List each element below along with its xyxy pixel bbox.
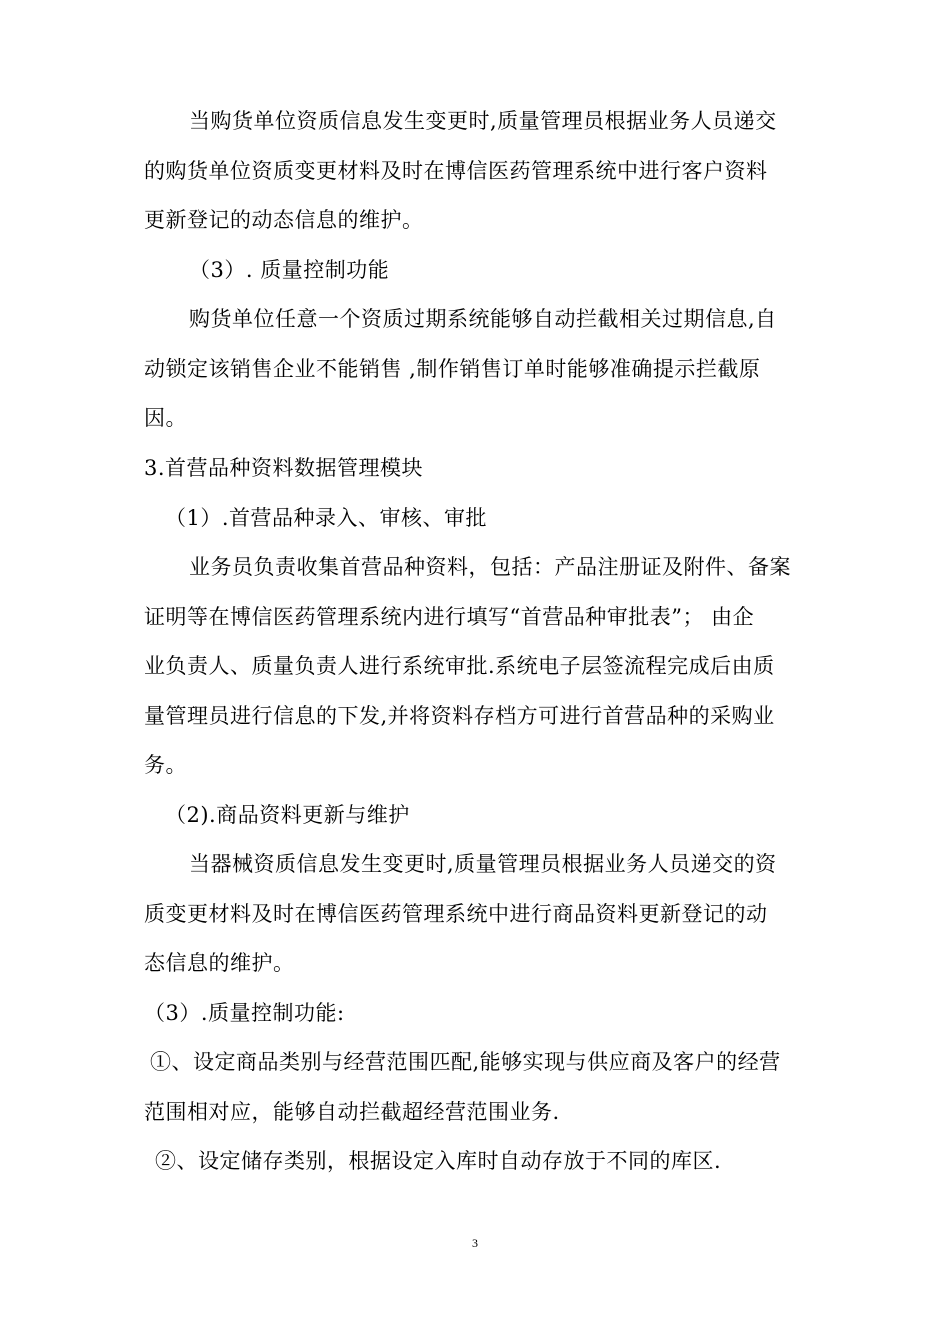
paragraph-line: 当购货单位资质信息发生变更时,质量管理员根据业务人员递交 <box>189 109 777 133</box>
paragraph-line: 当器械资质信息发生变更时,质量管理员根据业务人员递交的资 <box>189 852 777 876</box>
list-item-line: ②、设定储存类别，根据设定入库时自动存放于不同的库区. <box>155 1149 722 1173</box>
subsection-heading: （3）.质量控制功能: <box>144 1001 345 1025</box>
paragraph-line: 业务员负责收集首营品种资料，包括：产品注册证及附件、备案 <box>189 555 791 579</box>
paragraph-line: 态信息的维护。 <box>144 951 295 975</box>
paragraph-line: 的购货单位资质变更材料及时在博信医药管理系统中进行客户资料 <box>144 159 768 183</box>
paragraph-line: 质变更材料及时在博信医药管理系统中进行商品资料更新登记的动 <box>144 902 768 926</box>
paragraph-line: 因。 <box>144 406 187 430</box>
subsection-heading: （3）. 质量控制功能 <box>189 258 390 282</box>
page-number: 3 <box>472 1236 478 1250</box>
paragraph-line: 业负责人、质量负责人进行系统审批.系统电子层签流程完成后由质 <box>144 654 775 678</box>
paragraph-line: 务。 <box>144 753 187 777</box>
list-item-line: ①、设定商品类别与经营范围匹配,能够实现与供应商及客户的经营 <box>150 1050 781 1074</box>
subsection-heading: （1）.首营品种录入、审核、审批 <box>165 506 488 530</box>
subsection-heading: （2).商品资料更新与维护 <box>165 803 410 827</box>
paragraph-line: 证明等在博信医药管理系统内进行填写“首营品种审批表”； 由企 <box>144 605 755 629</box>
section-heading: 3.首营品种资料数据管理模块 <box>144 456 424 480</box>
paragraph-line: 动锁定该销售企业不能销售 ,制作销售订单时能够准确提示拦截原 <box>144 357 761 381</box>
paragraph-line: 更新登记的动态信息的维护。 <box>144 208 424 232</box>
paragraph-line: 量管理员进行信息的下发,并将资料存档方可进行首营品种的采购业 <box>144 704 775 728</box>
list-item-line: 范围相对应，能够自动拦截超经营范围业务. <box>144 1100 560 1124</box>
paragraph-line: 购货单位任意一个资质过期系统能够自动拦截相关过期信息,自 <box>189 307 777 331</box>
